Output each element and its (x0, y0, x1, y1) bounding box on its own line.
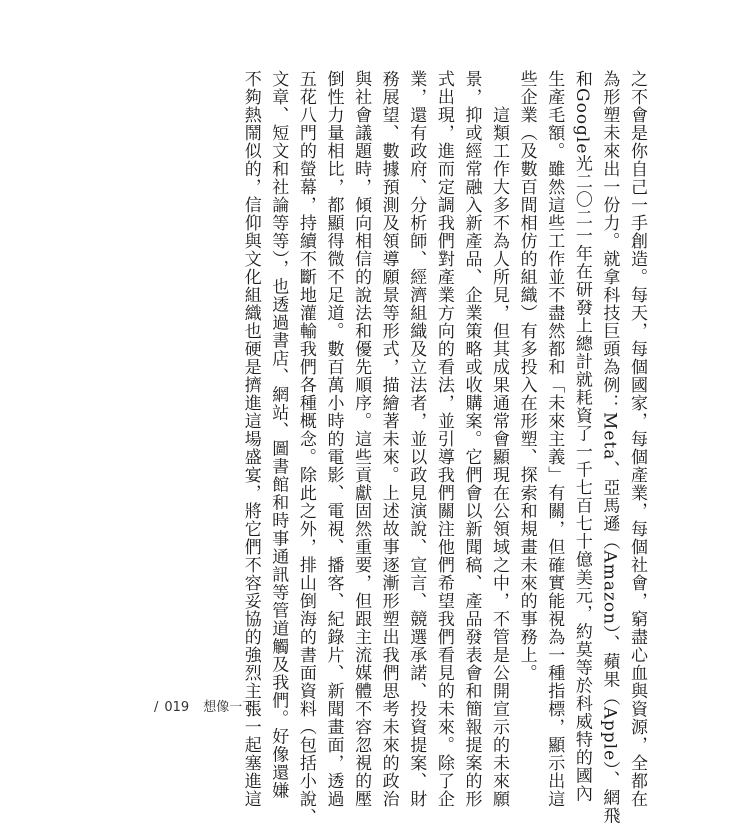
text-column: 生產毛額。雖然這些工作並不盡然都和「未來主義」有關，但確實能視為一種指標，顯示出這 (544, 70, 565, 808)
page-number: 019 (164, 700, 190, 715)
text-column: 務展望、數據預測及領導願景等形式，描繪著未來。上述故事逐漸形塑出我們思考未來的政治 (378, 70, 399, 808)
page-footer (152, 696, 255, 715)
text-column: 不夠熱鬧似的，信仰與文化組織也硬是擠進這場盛宴，將它們不容妥協的強烈主張一起塞進這 (240, 70, 261, 808)
text-column: 景，抑或經常融入新產品、企業策略或收購案。它們會以新聞稿、產品發表會和簡報提案的形 (461, 70, 482, 808)
text-column: 為形塑未來出一份力。就拿科技巨頭為例：Meta、亞馬遜（Amazon）、蘋果（Apple）、網飛 (599, 70, 620, 825)
running-title: 想像一下 (203, 700, 256, 715)
text-column: 些企業（及數百間相仿的組織）有多投入在形塑、探索和規畫未來的事務上。 (516, 70, 537, 682)
footer-slash: / (154, 700, 159, 715)
text-column: 與社會議題時，傾向相信的說法和優先順序。這些貢獻固然重要，但跟主流媒體不容忽視的壓 (351, 70, 372, 808)
text-column: 之不會是你自己一手創造。每天，每個國家，每個產業，每個社會，窮盡心血與資源，全都在 (627, 70, 647, 808)
text-column: 業，還有政府、分析師、經濟組織及立法者，並以政見演說、宣言、競選承諾、投資提案、財 (406, 70, 427, 808)
text-column: 文章、短文和社論等等），也透過書店、網站、圖書館和時事通訊等管道觸及我們。好像還嫌 (268, 70, 289, 800)
text-column: 倒性力量相比，都顯得微不足道。數百萬小時的電影、電視、播客、紀錄片、新聞畫面，透過 (323, 70, 344, 808)
text-column: 五花八門的螢幕，持續不斷地灌輸我們各種概念。除此之外，排山倒海的書面資料（包括小說、 (295, 70, 316, 826)
body-text (236, 70, 650, 826)
text-column: 和Google光二〇二一年在研發上總計就耗資了一千七百七十億美元，約莫等於科威特的國內 (571, 70, 592, 803)
text-column: 這類工作大多不為人所見，但其成果通常會顯現在公領域之中，不管是公開宣示的未來願 (489, 106, 510, 808)
text-column: 式出現，進而定調我們對產業方向的看法，並引導我們關注他們希望我們看見的未來。除了企 (433, 70, 454, 808)
